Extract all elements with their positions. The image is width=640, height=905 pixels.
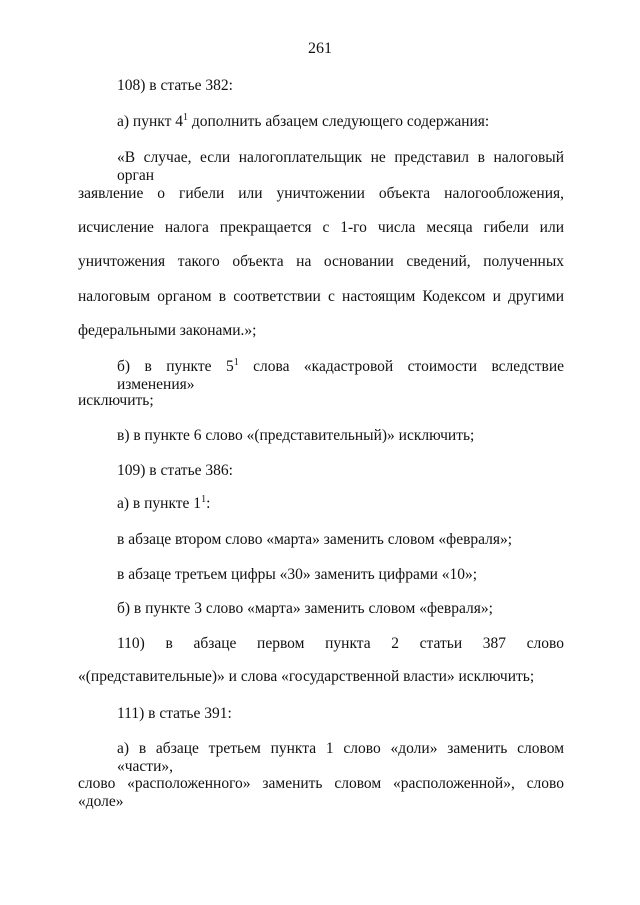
- superscript: 1: [182, 112, 188, 123]
- page-number: 261: [308, 40, 332, 57]
- text-segment: а) в пункте 1: [117, 495, 202, 512]
- text-segment: дополнить абзацем следующего содержания:: [187, 113, 490, 130]
- paragraph-109-a: [117, 495, 210, 513]
- paragraph-109-b: б) в пункте 3 слово «марта» заменить словом «февраля»;: [117, 600, 493, 617]
- paragraph-109-a-1: в абзаце втором слово «марта» заменить словом «февраля»;: [117, 531, 513, 548]
- paragraph-111-heading: 111) в статье 391:: [117, 705, 232, 722]
- superscript: 1: [201, 494, 207, 505]
- quoted-text-line: налоговым органом в соответствии с настоящим Кодексом и другими: [78, 288, 564, 305]
- quoted-text-line: федеральными законами.»;: [78, 322, 257, 339]
- paragraph-111-a-continued: слово «расположенного» заменить словом «расположенной», слово «доле»: [78, 775, 564, 810]
- text-segment: б) в пункте 5: [117, 358, 234, 375]
- paragraph-111-a: а) в абзаце третьем пункта 1 слово «доли» заменить словом «части»,: [117, 740, 564, 775]
- paragraph-108-b-continued: исключить;: [78, 392, 154, 409]
- text-segment: слова «кадастровой стоимости вследствие изменения»: [117, 358, 565, 393]
- quoted-text-line: уничтожения такого объекта на основании сведений, полученных: [78, 253, 564, 270]
- paragraph-110: 110) в абзаце первом пункта 2 статьи 387 слово: [117, 635, 564, 652]
- paragraph-108-b: [117, 358, 564, 394]
- text-segment: а) пункт 4: [117, 113, 183, 130]
- paragraph-110-continued: «(представительные)» и слова «государственной власти» исключить;: [78, 668, 535, 685]
- paragraph-108-heading: 108) в статье 382:: [117, 77, 233, 94]
- quoted-text-line: исчисление налога прекращается с 1-го числа месяца гибели или: [78, 219, 564, 236]
- paragraph-109-a-2: в абзаце третьем цифры «30» заменить цифрами «10»;: [117, 566, 478, 583]
- quoted-text-line: заявление о гибели или уничтожении объекта налогообложения,: [78, 185, 564, 202]
- paragraph-109-heading: 109) в статье 386:: [117, 462, 233, 479]
- paragraph-108-a: [117, 113, 489, 131]
- text-segment: :: [206, 495, 211, 512]
- superscript: 1: [233, 357, 239, 368]
- paragraph-108-v: в) в пункте 6 слово «(представительный)» исключить;: [117, 427, 475, 444]
- quoted-text-line: «В случае, если налогоплательщик не представил в налоговый орган: [117, 149, 564, 184]
